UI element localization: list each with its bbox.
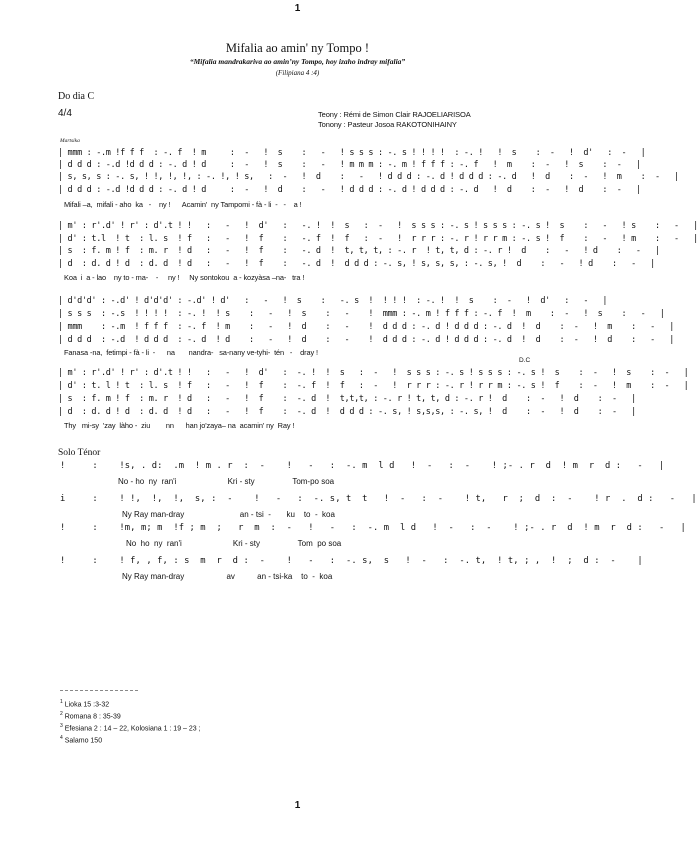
tenor-line-3-words: No ho ny ran'i Kri - sty Tom po soa bbox=[126, 539, 342, 548]
footnote-2-text: Romana 8 : 35-39 bbox=[64, 713, 121, 721]
system-4-soprano: | m' : r'.d' ! r' : d'.t ! ! : - ! d' : -. ! ! s : - ! s s s : -. s ! s s s : -. s ! s : - ! s : - | bbox=[58, 368, 689, 378]
tenor-line-3-notes: ! : !m, m; m !f ; m ; r m : - ! - : -. m l d ! - : - ! ;- . r d ! m r d : - | bbox=[60, 523, 686, 533]
system-1-soprano: | mmm : -.m !f f f : -. f ! m : - ! s : - ! s s s : -. s ! ! ! ! : -. ! ! s : - ! d' : - | bbox=[58, 148, 646, 158]
system-2-soprano: | m' : r'.d' ! r' : d'.t ! ! : - ! d' : -. ! ! s : - ! s s s : -. s ! s s s : -. s ! s : - ! s : - | bbox=[58, 221, 698, 231]
system-4-tenor: | s : f. m ! f : m. r ! d : - ! f : -. d ! t,t,t, : -. r ! t, t, d : -. r ! d : - ! d : - | bbox=[58, 394, 636, 404]
da-capo-mark: D.C bbox=[519, 357, 531, 364]
tenor-line-4-words: Ny Ray man-dray av an - tsi-ka to - koa bbox=[122, 572, 333, 581]
system-2-alto: | d' : t.l ! t : l. s ! f : - ! f : -. f ! f : - ! r r r : -. r ! r r m : -. s ! f : - ! m : - | bbox=[58, 234, 698, 244]
system-2-bass: | d : d. d ! d : d. d ! d : - ! f : -. d ! d d d : -. s, ! s, s, s, : -. s, ! d : - ! d : - | bbox=[58, 259, 655, 269]
scripture-reference: (Filipiana 4 :4) bbox=[275, 69, 320, 77]
system-1-tenor: | s, s, s : -. s, ! !, !, !, : -. !, ! s, : - ! d : - ! d d d : -. d ! d d d : -. d ! d : - ! m : - | bbox=[58, 172, 679, 182]
footnote-divider bbox=[60, 690, 138, 691]
system-1-lyrics: Mifali –a, mifali - aho ka - ny ! Acamin' ny Tampomi - fà - li - - a ! bbox=[64, 200, 302, 209]
system-4-lyrics: Thy mi-sy 'zay làho - ziu nn han jo'zaya– na acamin' ny Ray ! bbox=[64, 421, 295, 430]
system-2-lyrics: Koa i a - lao ny to - ma- - ny ! Ny sontokou a - kozyàsa –na- tra ! bbox=[64, 273, 305, 282]
system-3-soprano: | d'd'd' : -.d' ! d'd'd' : -.d' ! d' : - ! s : -. s ! ! ! ! : -. ! ! s : - ! d' : - | bbox=[58, 296, 608, 306]
page-number-top: 1 bbox=[294, 3, 301, 14]
lyricist-credit: Teony : Rémi de Simon Clair RAJOELIARISOA bbox=[318, 110, 471, 119]
hymn-subtitle: “Mifalia mandrakariva ao amin’ny Tompo, hoy izaho indray mifalia” bbox=[189, 57, 406, 66]
tenor-line-4-notes: ! : ! f, , f, : s m r d : - ! - : -. s, s ! - : -. t, ! t, ; , ! ; d : - | bbox=[60, 556, 643, 566]
footnote-1-number: 1 bbox=[60, 699, 63, 705]
key-signature: Do dia C bbox=[58, 91, 95, 102]
footnote-4-number: 4 bbox=[60, 735, 63, 741]
footnote-4 bbox=[60, 735, 102, 744]
footnote-3 bbox=[60, 723, 201, 732]
tempo-marking: Martsika bbox=[60, 138, 80, 144]
footnote-3-text: Efesiana 2 : 14 – 22, Kolosiana 1 : 19 – 23 ; bbox=[64, 725, 201, 733]
footnote-1 bbox=[60, 699, 109, 708]
hymn-title: Mifalia ao amin' ny Tompo ! bbox=[225, 41, 370, 55]
page-number-bottom: 1 bbox=[294, 800, 301, 811]
system-3-lyrics: Fanasa -na, fetimpi - fà - li - na nandra- sa-nany ve-tyhi- tén - dray ! bbox=[64, 348, 318, 357]
solo-tenor-heading: Solo Ténor bbox=[58, 448, 101, 458]
system-3-alto: | s s s : -.s ! ! ! ! : -. ! ! s : - ! s : - ! mmm : -. m ! f f f : -. f ! m : - ! s : - | bbox=[58, 309, 665, 319]
tenor-line-2-words: Ny Ray man-dray an - tsi - ku to - koa bbox=[122, 510, 335, 519]
footnote-3-number: 3 bbox=[60, 723, 63, 729]
system-4-bass: | d : d. d ! d : d. d ! d : - ! f : -. d ! d d d : -. s, ! s,s,s, : -. s, ! d : - ! d : - | bbox=[58, 407, 636, 417]
footnote-2 bbox=[60, 711, 121, 720]
footnote-1-text: Lioka 15 :3-32 bbox=[64, 701, 110, 709]
system-1-alto: | d d d : -.d !d d d : -. d ! d : - ! s : - ! m m m : -. m ! f f f : -. f ! m : - ! s : - | bbox=[58, 160, 641, 170]
tenor-line-1-notes: ! : !s, . d: .m ! m . r : - ! - : -. m l d ! - : - ! ;- . r d ! m r d : - | bbox=[60, 461, 665, 471]
system-1-bass: | d d d : -.d !d d d : -. d ! d : - ! d : - ! d d d : -. d ! d d d : -. d ! d : - ! d : - | bbox=[58, 185, 641, 195]
time-signature: 4/4 bbox=[58, 108, 72, 119]
system-2-tenor: | s : f. m ! f : m. r ! d : - ! f : -. d ! t, t, t, : -. r ! t, t, d : -. r ! d : - ! d : - | bbox=[58, 246, 660, 256]
system-3-tenor: | mmm : -.m ! f f f : -. f ! m : - ! d : - ! d d d : -. d ! d d d : -. d ! d : - ! m : - | bbox=[58, 322, 675, 332]
tenor-line-2-notes: i : ! !, !, !, s, : - ! - : -. s, t t ! - : - ! t, r ; d : - ! r . d : - | bbox=[60, 494, 697, 504]
footnote-4-text: Salamo 150 bbox=[64, 737, 103, 745]
system-3-bass: | d d d : -.d ! d d d : -. d ! d : - ! d : - ! d d d : -. d ! d d d : -. d ! d : - ! d : - | bbox=[58, 335, 675, 345]
footnote-2-number: 2 bbox=[60, 711, 63, 717]
composer-credit: Tonony : Pasteur Josoa RAKOTONIHAINY bbox=[318, 120, 457, 129]
system-4-alto: | d' : t. l ! t : l. s ! f : - ! f : -. f ! f : - ! r r r : -. r ! r r m : -. s ! f : - ! m : - | bbox=[58, 381, 689, 391]
tenor-line-1-words: No - ho ny ran'i Kri - sty Tom-po soa bbox=[118, 477, 335, 486]
